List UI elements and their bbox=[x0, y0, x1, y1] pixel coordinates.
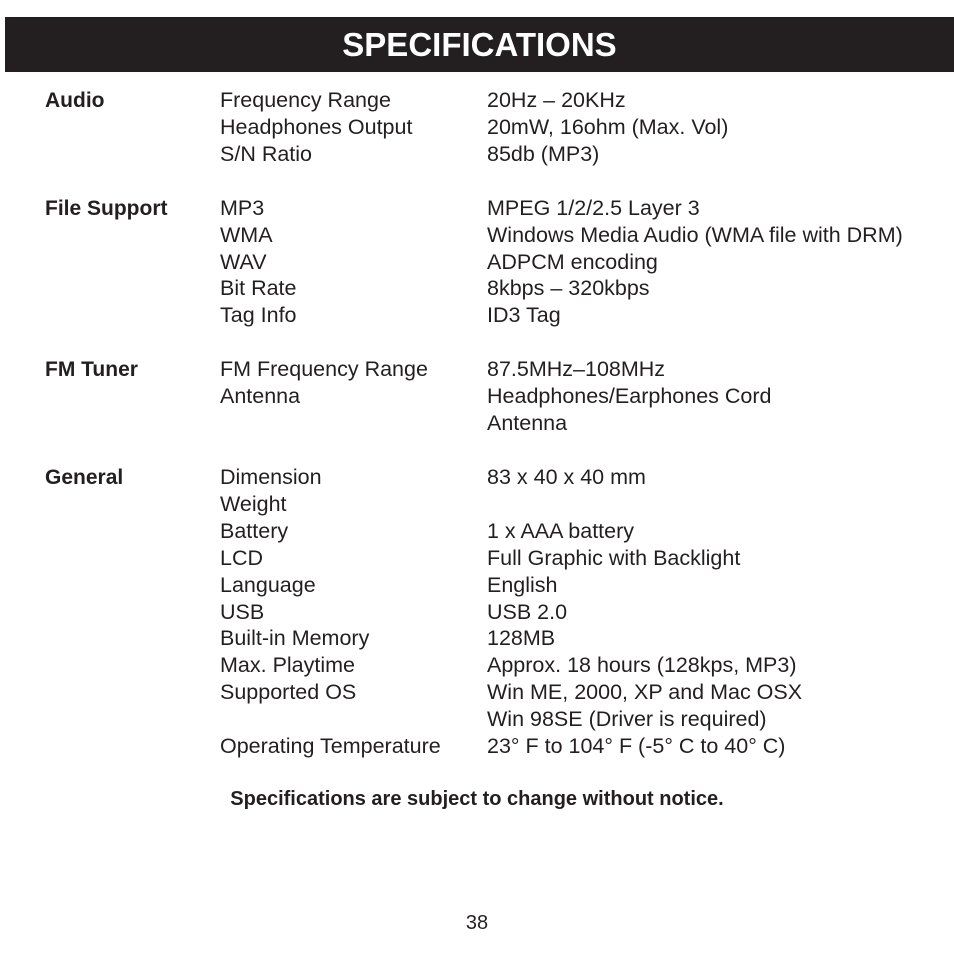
spec-label: Operating Temperature bbox=[220, 734, 441, 759]
section-label: General bbox=[45, 465, 124, 489]
spec-label: Weight bbox=[220, 491, 287, 516]
spec-value: Windows Media Audio (WMA file with DRM) bbox=[487, 222, 903, 247]
spec-value: 20mW, 16ohm (Max. Vol) bbox=[487, 114, 729, 139]
spec-value: Antenna bbox=[487, 411, 568, 436]
spec-label: Tag Info bbox=[220, 303, 297, 328]
specifications-list bbox=[0, 87, 954, 787]
spec-label: MP3 bbox=[220, 195, 265, 220]
spec-row bbox=[220, 652, 954, 679]
spec-label: LCD bbox=[220, 545, 264, 570]
spec-label bbox=[220, 706, 487, 733]
spec-row bbox=[220, 87, 954, 114]
spec-row bbox=[220, 222, 954, 249]
spec-label: Built-in Memory bbox=[220, 626, 370, 651]
spec-row bbox=[220, 625, 954, 652]
section-fm-tuner bbox=[0, 356, 954, 437]
spec-value: 1 x AAA battery bbox=[487, 518, 635, 543]
spec-label: Battery bbox=[220, 518, 289, 543]
spec-row bbox=[220, 275, 954, 302]
spec-row bbox=[220, 195, 954, 222]
spec-row bbox=[220, 249, 954, 276]
spec-row bbox=[220, 302, 954, 329]
spec-row bbox=[220, 410, 954, 437]
section-rows bbox=[220, 195, 954, 330]
page-number: 38 bbox=[465, 912, 489, 934]
disclaimer-notice: Specifications are subject to change without notice. bbox=[230, 788, 724, 810]
spec-row bbox=[220, 706, 954, 733]
spec-row bbox=[220, 383, 954, 410]
spec-value: 23° F to 104° F (-5° C to 40° C) bbox=[487, 734, 786, 759]
spec-row bbox=[220, 545, 954, 572]
section-general bbox=[0, 464, 954, 760]
spec-value: ID3 Tag bbox=[487, 303, 561, 328]
section-file-support bbox=[0, 195, 954, 330]
spec-value: 20Hz – 20KHz bbox=[487, 88, 626, 112]
section-audio bbox=[0, 87, 954, 168]
spec-row bbox=[220, 356, 954, 383]
spec-row bbox=[220, 141, 954, 168]
page-title-bar bbox=[5, 17, 954, 72]
spec-label: Dimension bbox=[220, 464, 322, 489]
spec-value: English bbox=[487, 572, 558, 597]
spec-label: Language bbox=[220, 572, 316, 597]
spec-label: Supported OS bbox=[220, 680, 357, 705]
page-title: SPECIFICATIONS bbox=[342, 25, 617, 63]
spec-value: Full Graphic with Backlight bbox=[487, 545, 741, 570]
section-label: File Support bbox=[45, 196, 168, 220]
section-rows bbox=[220, 464, 954, 760]
spec-label: Frequency Range bbox=[220, 88, 391, 112]
spec-value: 8kbps – 320kbps bbox=[487, 276, 650, 301]
section-rows bbox=[220, 87, 954, 168]
spec-value: Headphones/Earphones Cord bbox=[487, 384, 772, 409]
spec-value: Approx. 18 hours (128kps, MP3) bbox=[487, 653, 797, 678]
spec-label: S/N Ratio bbox=[220, 141, 313, 166]
spec-label: FM Frequency Range bbox=[220, 357, 428, 382]
spec-label: Bit Rate bbox=[220, 276, 297, 301]
spec-label: WMA bbox=[220, 222, 273, 247]
spec-label: USB bbox=[220, 599, 265, 624]
spec-label: Antenna bbox=[220, 384, 301, 409]
spec-row bbox=[220, 679, 954, 706]
spec-value: 85db (MP3) bbox=[487, 141, 600, 166]
spec-label: Headphones Output bbox=[220, 114, 413, 139]
spec-label bbox=[220, 410, 487, 437]
spec-value: MPEG 1/2/2.5 Layer 3 bbox=[487, 195, 700, 220]
spec-value: Win ME, 2000, XP and Mac OSX bbox=[487, 680, 803, 705]
spec-row bbox=[220, 518, 954, 545]
spec-value: 128MB bbox=[487, 626, 556, 651]
section-rows bbox=[220, 356, 954, 437]
section-label: FM Tuner bbox=[45, 358, 138, 382]
spec-row bbox=[220, 599, 954, 626]
spec-label: WAV bbox=[220, 249, 267, 274]
spec-value: ADPCM encoding bbox=[487, 249, 658, 274]
spec-value: USB 2.0 bbox=[487, 599, 568, 624]
spec-value: Win 98SE (Driver is required) bbox=[487, 707, 767, 732]
spec-row bbox=[220, 733, 954, 760]
spec-row bbox=[220, 114, 954, 141]
spec-row bbox=[220, 491, 954, 518]
spec-label: Max. Playtime bbox=[220, 653, 356, 678]
spec-row bbox=[220, 464, 954, 491]
spec-value: 87.5MHz–108MHz bbox=[487, 357, 666, 382]
spec-row bbox=[220, 572, 954, 599]
spec-value: 83 x 40 x 40 mm bbox=[487, 464, 646, 489]
spec-value bbox=[487, 491, 954, 518]
section-label: Audio bbox=[45, 89, 105, 112]
